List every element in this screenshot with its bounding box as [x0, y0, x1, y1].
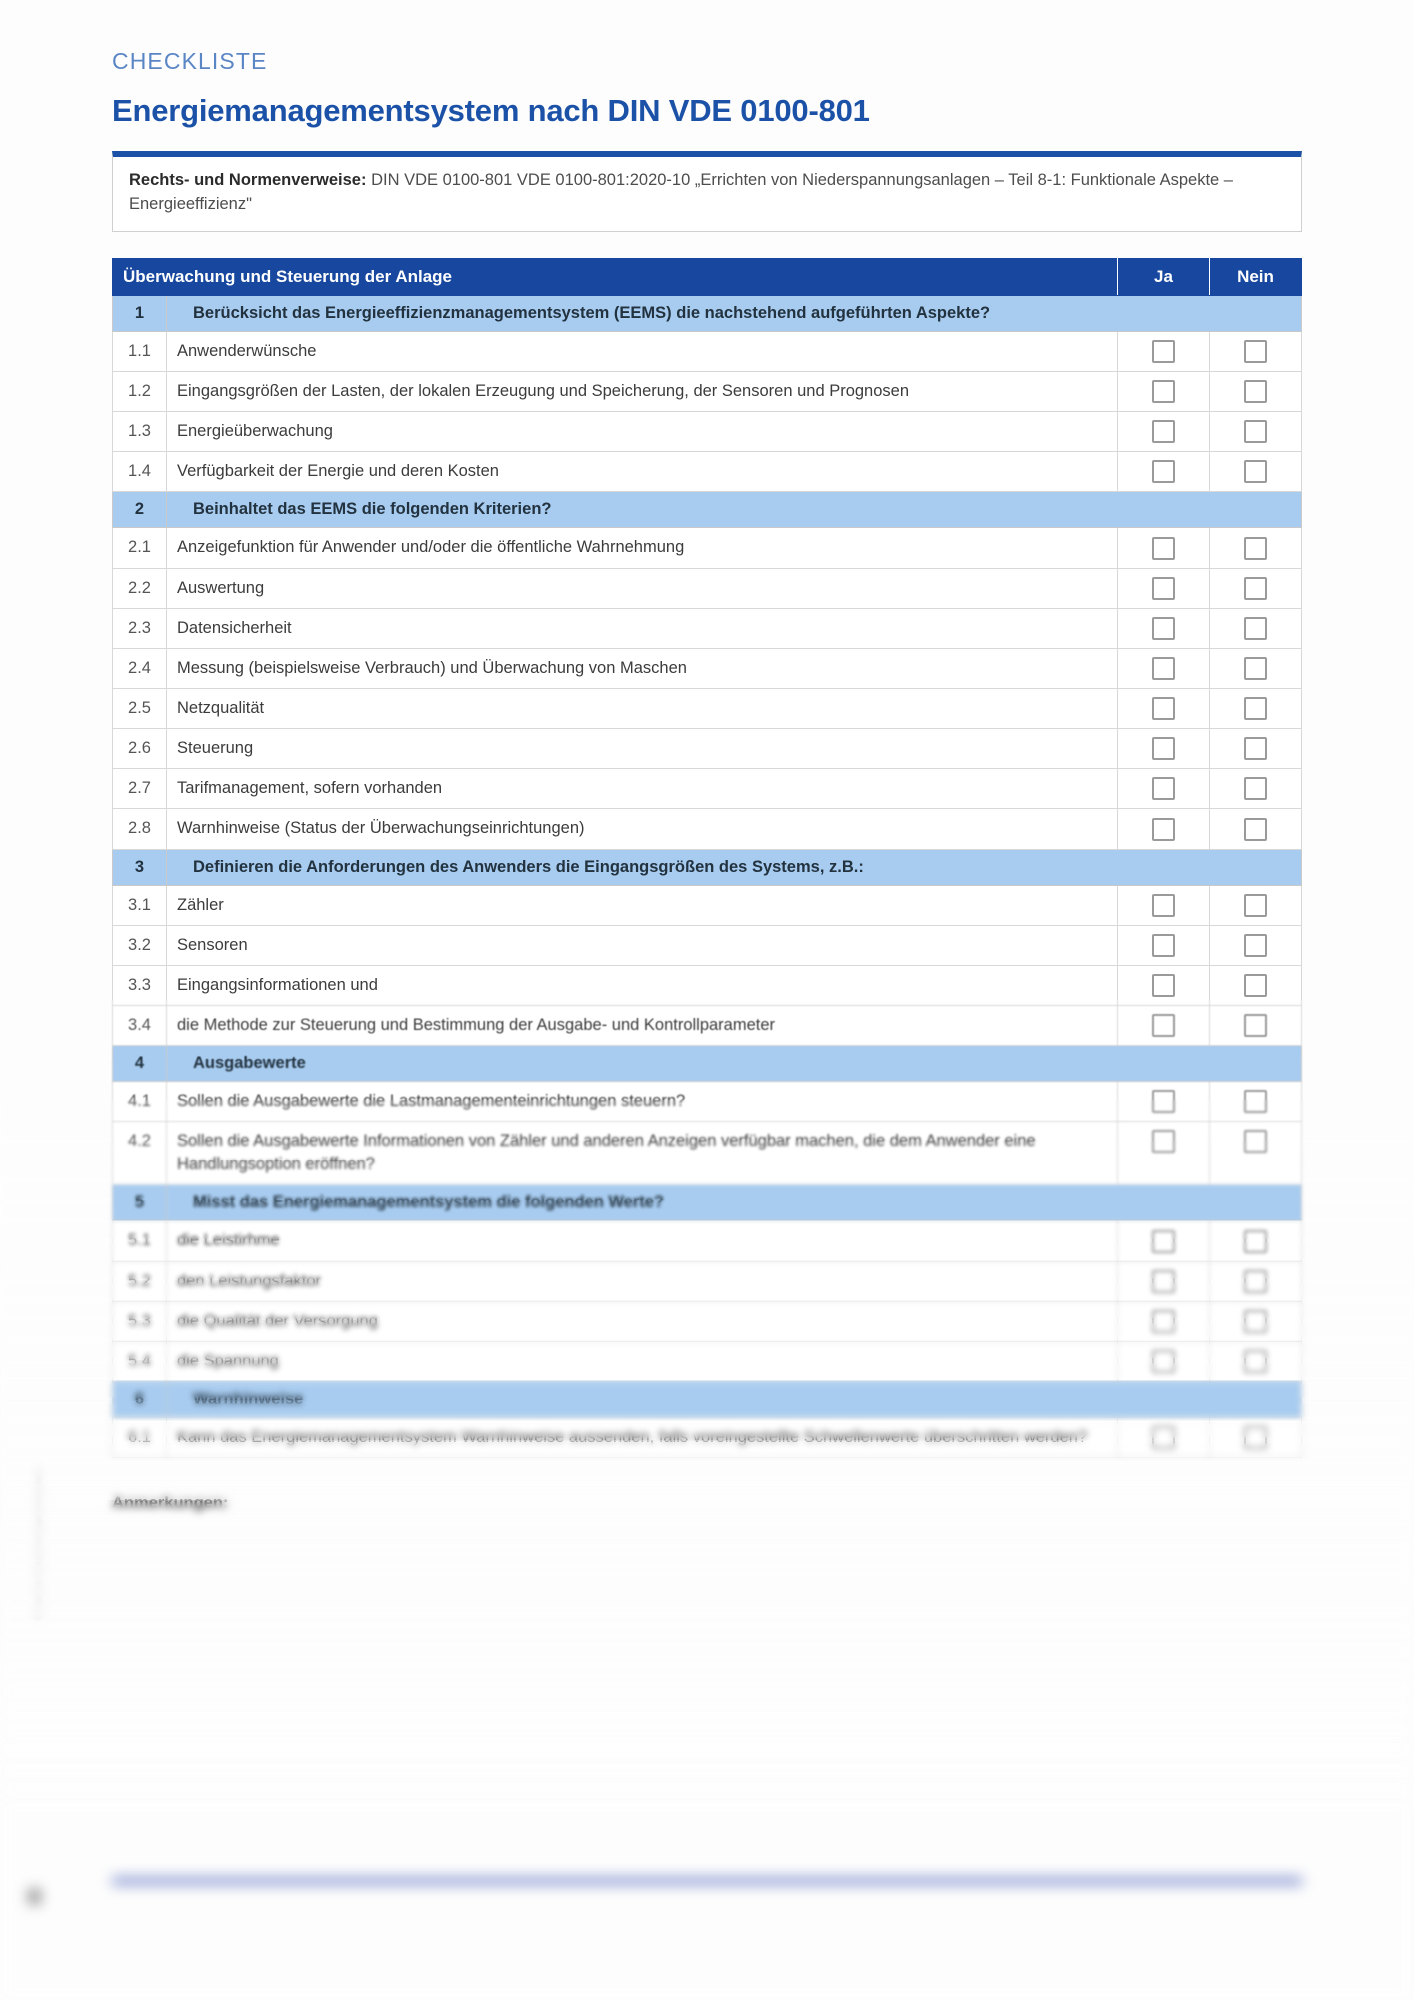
- corner-mark: [30, 1890, 39, 1903]
- table-row: [113, 1341, 1302, 1381]
- checkbox-no[interactable]: [1244, 1090, 1267, 1113]
- reference-box: [112, 151, 1302, 232]
- checkbox-cell-yes[interactable]: [1118, 528, 1210, 568]
- bottom-divider: [112, 1878, 1302, 1884]
- document-kicker: CHECKLISTE: [112, 48, 268, 74]
- checkbox-yes[interactable]: [1152, 537, 1175, 560]
- checkbox-yes[interactable]: [1152, 617, 1175, 640]
- item-number: 3.4: [113, 1005, 167, 1045]
- item-text: Kann das Energiemanagementsystem Warnhinweise aussenden, falls voreingestellte Schwellenwerte überschritten werden?: [167, 1417, 1118, 1457]
- item-text: die Qualität der Versorgung: [167, 1301, 1118, 1341]
- checkbox-no[interactable]: [1244, 1014, 1267, 1037]
- section-title: Ausgabewerte: [167, 1046, 1302, 1082]
- checkbox-cell-yes[interactable]: [1118, 729, 1210, 769]
- item-number: 2.5: [113, 688, 167, 728]
- table-row: [113, 608, 1302, 648]
- item-number: 2.8: [113, 809, 167, 849]
- table-row: [113, 371, 1302, 411]
- table-row: [113, 1261, 1302, 1301]
- checkbox-cell-yes[interactable]: [1118, 1301, 1210, 1341]
- item-text: Datensicherheit: [167, 608, 1118, 648]
- table-row: [113, 925, 1302, 965]
- section-row: [113, 1185, 1302, 1221]
- item-number: 2.7: [113, 769, 167, 809]
- checkbox-cell-no[interactable]: [1210, 1261, 1302, 1301]
- checkbox-no[interactable]: [1244, 737, 1267, 760]
- checkbox-cell-no[interactable]: [1210, 412, 1302, 452]
- item-text: Steuerung: [167, 729, 1118, 769]
- checkbox-yes[interactable]: [1152, 420, 1175, 443]
- section-row: [113, 295, 1302, 331]
- section-number: 5: [113, 1185, 167, 1221]
- checkbox-cell-yes[interactable]: [1118, 1122, 1210, 1185]
- item-number: 1.1: [113, 331, 167, 371]
- checkbox-cell-no[interactable]: [1210, 371, 1302, 411]
- item-text: Sollen die Ausgabewerte Informationen von Zähler und anderen Anzeigen verfügbar machen, die dem Anwender eine Handlungsoption eröffnen?: [167, 1122, 1118, 1185]
- checkbox-no[interactable]: [1244, 1230, 1267, 1253]
- checkbox-cell-yes[interactable]: [1118, 568, 1210, 608]
- checkbox-no[interactable]: [1244, 340, 1267, 363]
- checkbox-cell-yes[interactable]: [1118, 1005, 1210, 1045]
- checkbox-yes[interactable]: [1152, 657, 1175, 680]
- table-row: [113, 331, 1302, 371]
- item-text: die Leistirhme: [167, 1221, 1118, 1261]
- checkbox-yes[interactable]: [1152, 460, 1175, 483]
- item-number: 5.4: [113, 1341, 167, 1381]
- checkbox-cell-no[interactable]: [1210, 1082, 1302, 1122]
- checkbox-yes[interactable]: [1152, 974, 1175, 997]
- checkbox-cell-yes[interactable]: [1118, 769, 1210, 809]
- section-row: [113, 1046, 1302, 1082]
- checkbox-cell-yes[interactable]: [1118, 688, 1210, 728]
- checkbox-cell-yes[interactable]: [1118, 1082, 1210, 1122]
- column-header-no: Nein: [1210, 258, 1302, 295]
- table-row: [113, 729, 1302, 769]
- checklist-body: [113, 295, 1302, 1457]
- checkbox-yes[interactable]: [1152, 737, 1175, 760]
- checkbox-cell-yes[interactable]: [1118, 1261, 1210, 1301]
- section-number: 6: [113, 1381, 167, 1417]
- item-text: den Leistungsfaktor: [167, 1261, 1118, 1301]
- table-row: [113, 965, 1302, 1005]
- checkbox-no[interactable]: [1244, 818, 1267, 841]
- item-number: 4.2: [113, 1122, 167, 1185]
- item-number: 5.3: [113, 1301, 167, 1341]
- table-row: [113, 1221, 1302, 1261]
- notes-label: Anmerkungen:: [112, 1494, 229, 1513]
- checkbox-no[interactable]: [1244, 380, 1267, 403]
- checkbox-cell-yes[interactable]: [1118, 648, 1210, 688]
- checkbox-cell-no[interactable]: [1210, 1301, 1302, 1341]
- checkbox-yes[interactable]: [1152, 1014, 1175, 1037]
- checkbox-yes[interactable]: [1152, 1230, 1175, 1253]
- table-row: [113, 648, 1302, 688]
- section-number: 1: [113, 295, 167, 331]
- checkbox-yes[interactable]: [1152, 1090, 1175, 1113]
- checkbox-cell-no[interactable]: [1210, 1341, 1302, 1381]
- checkbox-cell-no[interactable]: [1210, 648, 1302, 688]
- table-row: [113, 452, 1302, 492]
- checkbox-no[interactable]: [1244, 460, 1267, 483]
- margin-note: Checkliste Energiemanagementsystem: [34, 1467, 43, 1620]
- checkbox-cell-no[interactable]: [1210, 885, 1302, 925]
- checkbox-yes[interactable]: [1152, 1270, 1175, 1293]
- checkbox-no[interactable]: [1244, 1130, 1267, 1153]
- item-text: Eingangsinformationen und: [167, 965, 1118, 1005]
- checkbox-cell-no[interactable]: [1210, 925, 1302, 965]
- checkbox-cell-yes[interactable]: [1118, 885, 1210, 925]
- item-text: Tarifmanagement, sofern vorhanden: [167, 769, 1118, 809]
- checkbox-cell-no[interactable]: [1210, 528, 1302, 568]
- checkbox-no[interactable]: [1244, 1310, 1267, 1333]
- checkbox-cell-no[interactable]: [1210, 729, 1302, 769]
- item-text: Energieüberwachung: [167, 412, 1118, 452]
- checkbox-no[interactable]: [1244, 1270, 1267, 1293]
- checkbox-cell-no[interactable]: [1210, 769, 1302, 809]
- checkbox-cell-yes[interactable]: [1118, 452, 1210, 492]
- checkbox-yes[interactable]: [1152, 1310, 1175, 1333]
- table-header-row: [113, 258, 1302, 295]
- section-row: [113, 492, 1302, 528]
- checklist-table: [112, 258, 1302, 1458]
- checkbox-cell-yes[interactable]: [1118, 925, 1210, 965]
- checkbox-cell-no[interactable]: [1210, 608, 1302, 648]
- item-number: 6.1: [113, 1417, 167, 1457]
- checkbox-yes[interactable]: [1152, 818, 1175, 841]
- item-text: Eingangsgrößen der Lasten, der lokalen Erzeugung und Speicherung, der Sensoren und Prognosen: [167, 371, 1118, 411]
- item-text: die Spannung: [167, 1341, 1118, 1381]
- table-row: [113, 1005, 1302, 1045]
- checkbox-yes[interactable]: [1152, 1130, 1175, 1153]
- item-number: 3.1: [113, 885, 167, 925]
- checkbox-no[interactable]: [1244, 1350, 1267, 1373]
- item-number: 1.2: [113, 371, 167, 411]
- item-number: 3.3: [113, 965, 167, 1005]
- checkbox-cell-no[interactable]: [1210, 1417, 1302, 1457]
- item-number: 1.4: [113, 452, 167, 492]
- section-row: [113, 849, 1302, 885]
- column-header-yes: Ja: [1118, 258, 1210, 295]
- page-title: Energiemanagementsystem nach DIN VDE 0100-801: [112, 93, 870, 128]
- section-title: Berücksicht das Energieeffizienzmanagementsystem (EEMS) die nachstehend aufgeführten Aspekte?: [167, 295, 1302, 331]
- checkbox-yes[interactable]: [1152, 340, 1175, 363]
- table-row: [113, 1301, 1302, 1341]
- checkbox-no[interactable]: [1244, 777, 1267, 800]
- checkbox-no[interactable]: [1244, 697, 1267, 720]
- section-title: Misst das Energiemanagementsystem die folgenden Werte?: [167, 1185, 1302, 1221]
- checkbox-cell-yes[interactable]: [1118, 1221, 1210, 1261]
- item-number: 3.2: [113, 925, 167, 965]
- table-row: [113, 528, 1302, 568]
- checkbox-yes[interactable]: [1152, 697, 1175, 720]
- checkbox-no[interactable]: [1244, 934, 1267, 957]
- checkbox-no[interactable]: [1244, 617, 1267, 640]
- checkbox-cell-no[interactable]: [1210, 331, 1302, 371]
- checkbox-no[interactable]: [1244, 894, 1267, 917]
- item-text: Netzqualität: [167, 688, 1118, 728]
- table-row: [113, 412, 1302, 452]
- checkbox-yes[interactable]: [1152, 380, 1175, 403]
- item-number: 5.1: [113, 1221, 167, 1261]
- checkbox-cell-yes[interactable]: [1118, 608, 1210, 648]
- checkbox-yes[interactable]: [1152, 1426, 1175, 1449]
- checkbox-no[interactable]: [1244, 974, 1267, 997]
- checkbox-cell-yes[interactable]: [1118, 1417, 1210, 1457]
- checkbox-cell-yes[interactable]: [1118, 1341, 1210, 1381]
- item-number: 2.4: [113, 648, 167, 688]
- item-text: Messung (beispielsweise Verbrauch) und Überwachung von Maschen: [167, 648, 1118, 688]
- section-number: 4: [113, 1046, 167, 1082]
- checkbox-no[interactable]: [1244, 577, 1267, 600]
- section-title: Beinhaltet das EEMS die folgenden Kriterien?: [167, 492, 1302, 528]
- checkbox-cell-yes[interactable]: [1118, 412, 1210, 452]
- checkbox-cell-no[interactable]: [1210, 965, 1302, 1005]
- item-number: 2.1: [113, 528, 167, 568]
- table-row: [113, 1122, 1302, 1185]
- item-text: Auswertung: [167, 568, 1118, 608]
- section-row: [113, 1381, 1302, 1417]
- checkbox-no[interactable]: [1244, 537, 1267, 560]
- item-text: Sensoren: [167, 925, 1118, 965]
- document-content: [112, 0, 1302, 1513]
- checkbox-cell-yes[interactable]: [1118, 809, 1210, 849]
- table-row: [113, 568, 1302, 608]
- checkbox-cell-no[interactable]: [1210, 568, 1302, 608]
- reference-label: Rechts- und Normenverweise:: [129, 171, 367, 189]
- section-title: Warnhinweise: [167, 1381, 1302, 1417]
- checkbox-cell-no[interactable]: [1210, 688, 1302, 728]
- item-number: 4.1: [113, 1082, 167, 1122]
- item-number: 5.2: [113, 1261, 167, 1301]
- table-row: [113, 769, 1302, 809]
- checkbox-cell-no[interactable]: [1210, 1122, 1302, 1185]
- table-row: [113, 809, 1302, 849]
- item-number: 2.6: [113, 729, 167, 769]
- checkbox-no[interactable]: [1244, 420, 1267, 443]
- section-number: 3: [113, 849, 167, 885]
- checkbox-cell-no[interactable]: [1210, 809, 1302, 849]
- checkbox-yes[interactable]: [1152, 777, 1175, 800]
- item-text: Verfügbarkeit der Energie und deren Kosten: [167, 452, 1118, 492]
- item-text: die Methode zur Steuerung und Bestimmung der Ausgabe- und Kontrollparameter: [167, 1005, 1118, 1045]
- column-header-section: Überwachung und Steuerung der Anlage: [113, 258, 1118, 295]
- table-row: [113, 1082, 1302, 1122]
- checkbox-yes[interactable]: [1152, 1350, 1175, 1373]
- checkbox-cell-no[interactable]: [1210, 1221, 1302, 1261]
- checkbox-cell-yes[interactable]: [1118, 371, 1210, 411]
- checkbox-no[interactable]: [1244, 657, 1267, 680]
- table-row: [113, 1417, 1302, 1457]
- checkbox-cell-yes[interactable]: [1118, 331, 1210, 371]
- item-text: Anzeigefunktion für Anwender und/oder die öffentliche Wahrnehmung: [167, 528, 1118, 568]
- checkbox-cell-no[interactable]: [1210, 452, 1302, 492]
- checkbox-cell-no[interactable]: [1210, 1005, 1302, 1045]
- section-number: 2: [113, 492, 167, 528]
- checkbox-no[interactable]: [1244, 1426, 1267, 1449]
- checkbox-yes[interactable]: [1152, 894, 1175, 917]
- table-row: [113, 885, 1302, 925]
- item-text: Sollen die Ausgabewerte die Lastmanagementeinrichtungen steuern?: [167, 1082, 1118, 1122]
- table-row: [113, 688, 1302, 728]
- checkbox-yes[interactable]: [1152, 934, 1175, 957]
- item-number: 2.2: [113, 568, 167, 608]
- reference-text: DIN VDE 0100-801 VDE 0100-801:2020-10 „Errichten von Niederspannungsanlagen – Teil 8-1: Funktionale Aspekte – Energieeffizienz": [129, 171, 1233, 213]
- checkbox-yes[interactable]: [1152, 577, 1175, 600]
- item-text: Zähler: [167, 885, 1118, 925]
- item-text: Warnhinweise (Status der Überwachungseinrichtungen): [167, 809, 1118, 849]
- item-number: 1.3: [113, 412, 167, 452]
- checkbox-cell-yes[interactable]: [1118, 965, 1210, 1005]
- item-text: Anwenderwünsche: [167, 331, 1118, 371]
- item-number: 2.3: [113, 608, 167, 648]
- section-title: Definieren die Anforderungen des Anwenders die Eingangsgrößen des Systems, z.B.:: [167, 849, 1302, 885]
